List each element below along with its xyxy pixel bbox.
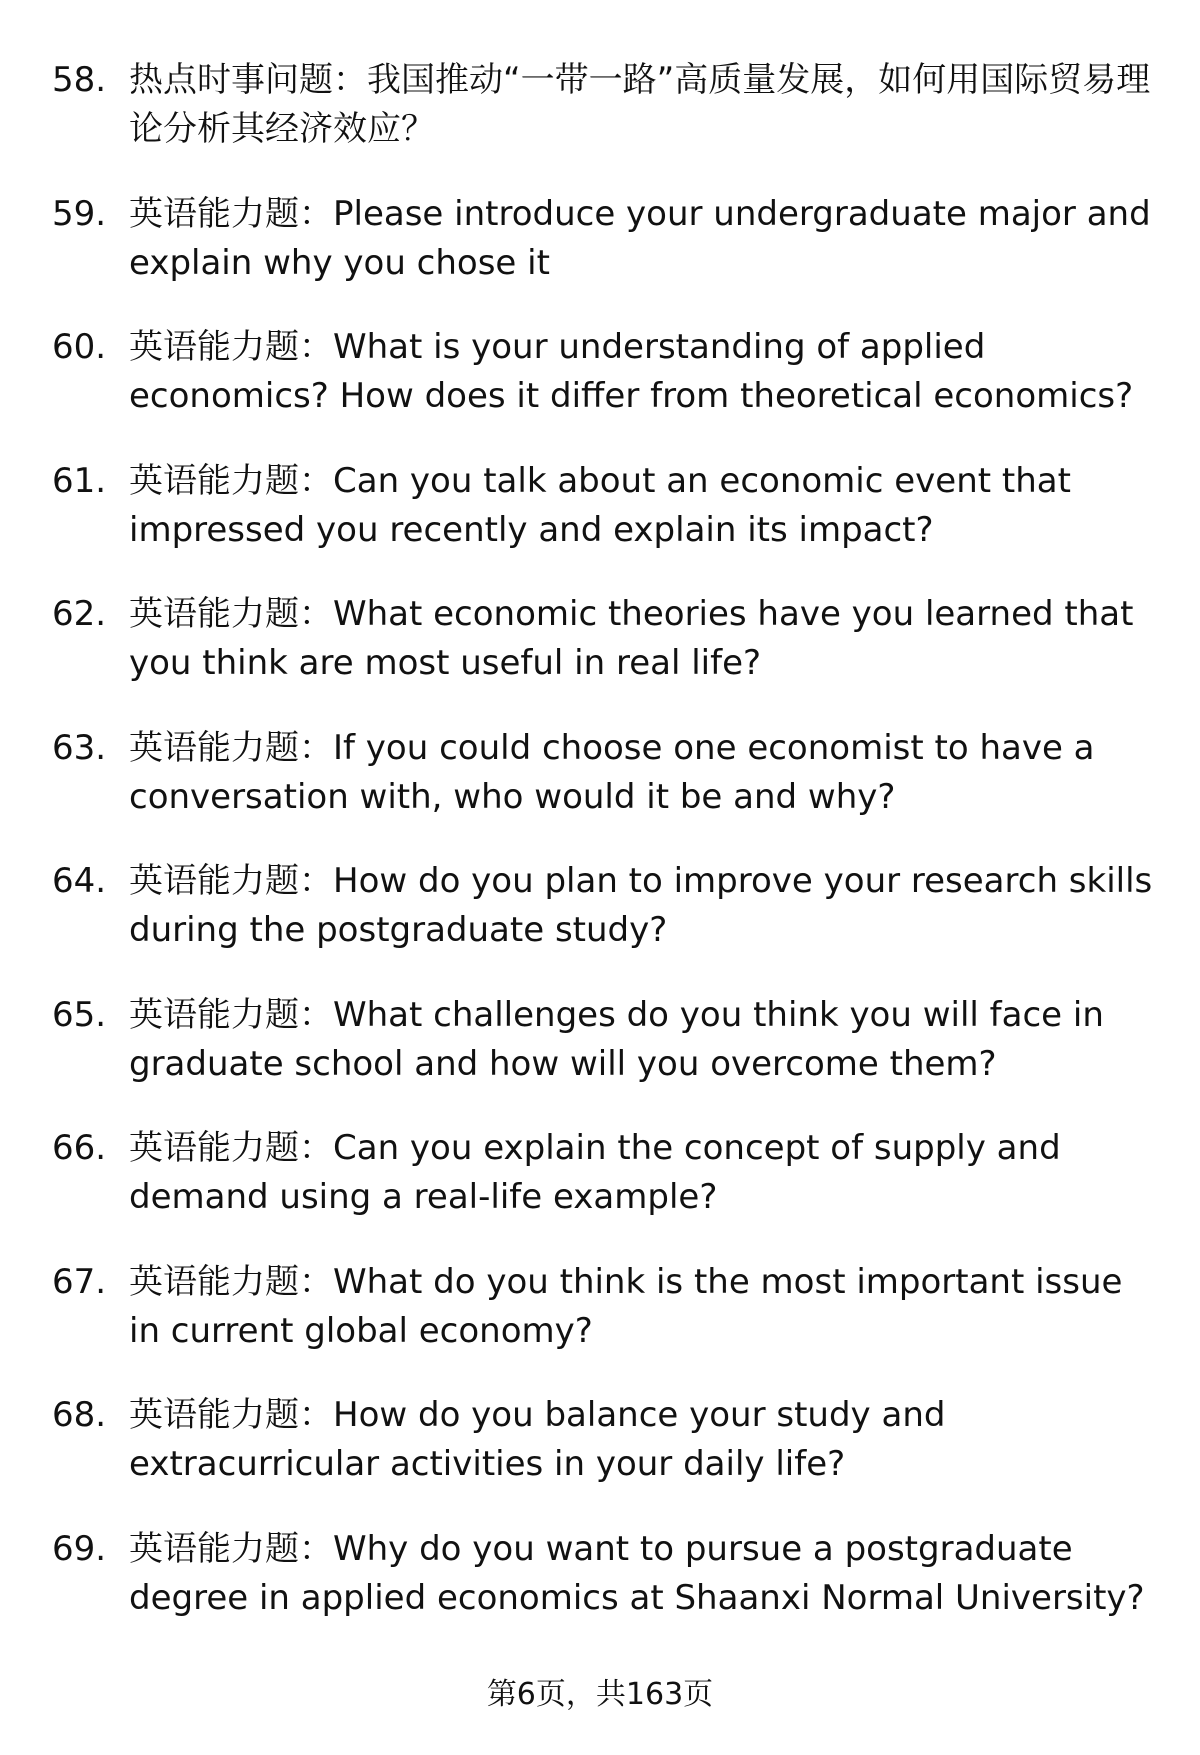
page-number-label: 第6页，共163页 — [486, 1677, 714, 1712]
question-number: 66. — [52, 1128, 107, 1168]
question-item-65 — [52, 991, 1162, 1089]
question-item-67 — [52, 1258, 1162, 1356]
question-number: 60. — [52, 327, 107, 367]
question-text: 英语能力题：Why do you want to pursue a postgraduate degree in applied economics at Shaanxi Normal University? — [129, 1528, 1145, 1618]
question-item-62 — [52, 590, 1162, 688]
question-number: 61. — [52, 460, 107, 501]
question-number: 58. — [52, 60, 107, 100]
question-item-61 — [52, 457, 1162, 555]
question-number: 69. — [52, 1528, 107, 1569]
question-number: 62. — [52, 594, 107, 634]
question-text: 英语能力题：Can you talk about an economic event that impressed you recently and explain its impact? — [129, 460, 1071, 550]
question-text: 英语能力题：What is your understanding of applied economics? How does it differ from theoretical economics? — [129, 327, 1134, 416]
question-item-66 — [52, 1124, 1162, 1222]
page-footer — [0, 1675, 1200, 1715]
question-text: 英语能力题：If you could choose one economist to have a conversation with, who would it be and why? — [129, 727, 1095, 817]
question-item-58 — [52, 56, 1162, 154]
question-text: 英语能力题：How do you balance your study and extracurricular activities in your daily life? — [129, 1395, 946, 1484]
question-text: 英语能力题：What challenges do you think you will face in graduate school and how will you overcome them? — [129, 994, 1104, 1084]
question-text: 英语能力题：How do you plan to improve your research skills during the postgraduate study? — [129, 861, 1153, 950]
question-list — [52, 56, 1162, 1658]
question-text: 英语能力题：What economic theories have you learned that you think are most useful in real life? — [129, 594, 1134, 683]
question-number: 59. — [52, 193, 107, 234]
question-text: 英语能力题：Can you explain the concept of supply and demand using a real-life example? — [129, 1128, 1061, 1217]
question-item-63 — [52, 724, 1162, 822]
question-number: 64. — [52, 861, 107, 901]
question-item-60 — [52, 323, 1162, 421]
question-number: 65. — [52, 994, 107, 1035]
question-item-64 — [52, 857, 1162, 955]
question-item-59 — [52, 190, 1162, 288]
question-item-68 — [52, 1391, 1162, 1489]
question-text: 英语能力题：Please introduce your undergraduate major and explain why you chose it — [129, 193, 1151, 283]
question-text: 英语能力题：What do you think is the most important issue in current global economy? — [129, 1261, 1123, 1351]
question-number: 63. — [52, 727, 107, 768]
question-number: 67. — [52, 1261, 107, 1302]
question-number: 68. — [52, 1395, 107, 1435]
question-item-69 — [52, 1525, 1162, 1623]
question-text: 热点时事问题：我国推动“一带一路”高质量发展，如何用国际贸易理论分析其经济效应？ — [129, 60, 1151, 149]
